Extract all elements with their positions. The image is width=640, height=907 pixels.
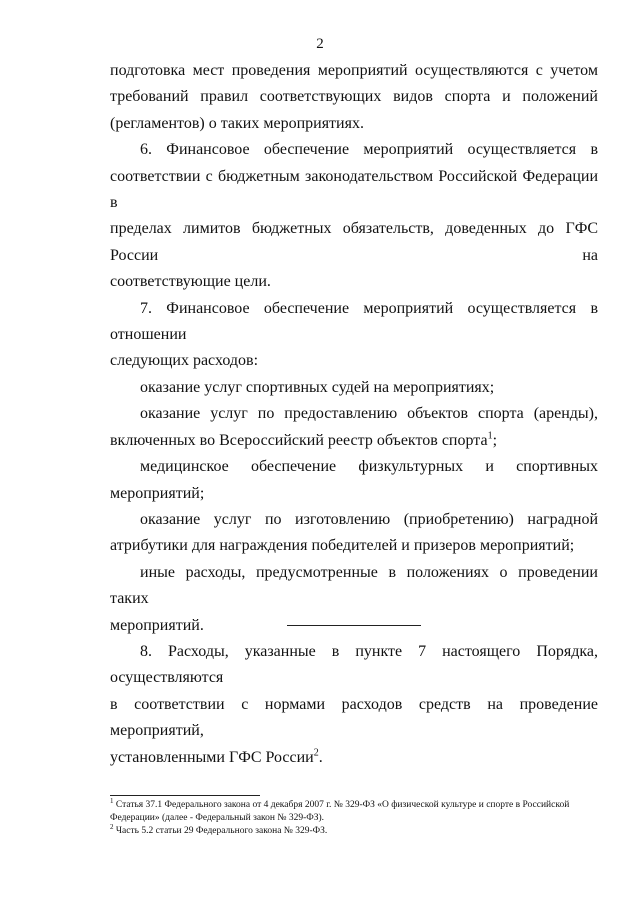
text-line: атрибутики для награждения победителей и призеров мероприятий; (110, 537, 575, 555)
text-line: пределах лимитов бюджетных обязательств, доведенных до ГФС России на (110, 220, 598, 264)
list-item-sport-facilities-continued (110, 428, 598, 454)
text-line: соответствующие цели. (110, 273, 271, 291)
text-line: в соответствии с нормами расходов средств на проведение мероприятий, (110, 695, 598, 740)
text-line: включенных во Всероссийский реестр объектов спорта (110, 431, 488, 449)
paragraph-6-continued (110, 164, 598, 296)
footnote-2 (110, 822, 600, 838)
text-line: (регламентов) о таких мероприятиях. (110, 114, 364, 132)
paragraph-8-continued (110, 692, 598, 771)
list-item-sport-facilities (110, 401, 598, 427)
list-item-awards-continued (110, 533, 598, 559)
end-separator-line (287, 625, 421, 626)
text-line: оказание услуг спортивных судей на мероприятиях; (140, 378, 495, 396)
footnote-marker: 2 (110, 822, 114, 831)
document-body (110, 58, 598, 771)
paragraph-7-continued (110, 348, 598, 374)
text-punctuation: . (318, 748, 323, 766)
page-number: 2 (316, 36, 324, 52)
text-line: соответствии с бюджетным законодательством Российской Федерации в (110, 167, 598, 212)
footnote-ref-2[interactable]: 2 (313, 747, 319, 759)
text-line: медицинское обеспечение физкультурных и спортивных мероприятий; (110, 458, 598, 502)
paragraph-8 (110, 639, 598, 692)
paragraph-continuation (110, 58, 598, 137)
text-line: требований правил соответствующих видов спорта и положений (110, 88, 598, 106)
list-item-other (110, 560, 598, 613)
text-line: следующих расходов: (110, 352, 259, 370)
paragraph-6 (110, 137, 598, 163)
text-line: мероприятий. (110, 616, 204, 634)
text-line: подготовка мест проведения мероприятий осуществляются с учетом (110, 62, 598, 79)
footnote-rule (110, 795, 260, 796)
list-item-awards (110, 507, 598, 533)
text-punctuation: ; (492, 431, 498, 449)
paragraph-7 (110, 296, 598, 349)
footnotes (110, 796, 600, 838)
footnote-marker: 1 (110, 796, 114, 805)
footnote-ref-1[interactable]: 1 (487, 430, 493, 442)
list-item-judges (110, 375, 598, 401)
text-line: 8. Расходы, указанные в пункте 7 настоящего Порядка, осуществляются (110, 642, 598, 687)
text-line: иные расходы, предусмотренные в положениях о проведении таких (110, 563, 598, 608)
list-item-medical (110, 454, 598, 507)
text-line: оказание услуг по изготовлению (приобретению) наградной (140, 510, 598, 528)
footnote-text: Статья 37.1 Федерального закона от 4 декабря 2007 г. № 329-ФЗ «О физической культуре и спорте в Российской Федерации» (далее - Федеральный закон № 329-ФЗ). (110, 800, 570, 823)
text-line: 6. Финансовое обеспечение мероприятий осуществляется в (140, 141, 598, 159)
footnote-1 (110, 796, 600, 825)
text-line: установленными ГФС России (110, 748, 314, 766)
text-line: 7. Финансовое обеспечение мероприятий осуществляется в отношении (110, 299, 598, 344)
text-line: оказание услуг по предоставлению объектов спорта (аренды), (140, 405, 598, 423)
footnote-text: Часть 5.2 статьи 29 Федерального закона № 329-ФЗ. (113, 826, 328, 836)
